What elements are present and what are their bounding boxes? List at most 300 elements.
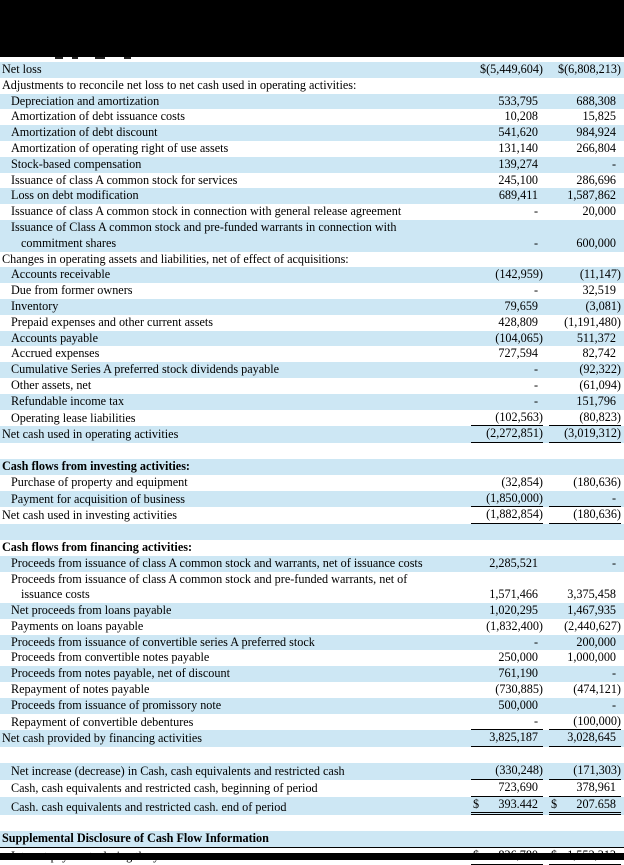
table-row: [0, 650, 624, 666]
value-column-1: [471, 587, 543, 603]
row-label: [0, 508, 471, 524]
value-column-2: [549, 763, 621, 780]
row-label: [0, 682, 471, 698]
row-label: [0, 556, 471, 572]
value-column-1: [471, 378, 543, 394]
amount-column-2: 286,696: [576, 172, 616, 187]
table-row: [0, 459, 624, 475]
row-label-text: Net cash used in operating activities: [2, 427, 179, 442]
value-column-1: [471, 204, 543, 220]
row-label: [0, 747, 471, 763]
amount-column-1: (730,885): [495, 682, 543, 697]
table-row: [0, 540, 624, 556]
redacted-header-band: [0, 0, 624, 57]
value-column-1: [471, 299, 543, 315]
value-column-1: [471, 556, 543, 572]
value-column-1: [471, 475, 543, 491]
amount-column-2: 82,742: [582, 346, 616, 361]
table-row: [0, 666, 624, 682]
row-label-text: Changes in operating assets and liabilities, net of effect of acquisitions:: [2, 251, 349, 266]
amount-column-1: (1,882,854): [486, 507, 543, 522]
value-column-2: [549, 619, 621, 635]
row-label-text: Proceeds from issuance of class A common stock and warrants, net of issuance costs: [11, 555, 423, 570]
row-label: [0, 299, 471, 315]
table-row: [0, 619, 624, 635]
amount-column-1: (32,854): [501, 474, 543, 489]
amount-column-1: -: [533, 362, 538, 377]
amount-column-1: 393.442: [498, 796, 538, 811]
value-column-1: [471, 362, 543, 378]
row-label: [0, 109, 471, 125]
row-label-text: Net increase (decrease) in Cash, cash equivalents and restricted cash: [11, 764, 345, 779]
amount-column-1: 500,000: [498, 697, 538, 712]
row-label-text: Proceeds from issuance of class A common stock and pre-funded warrants, net of: [11, 571, 408, 586]
amount-column-2: (3,081): [585, 298, 621, 313]
amount-column-2: 15,825: [582, 109, 616, 124]
amount-column-2: 151,796: [576, 393, 616, 408]
row-label: [0, 62, 471, 78]
amount-column-2: (474,121): [573, 682, 621, 697]
amount-column-2: -: [611, 156, 616, 171]
amount-column-1: 689,411: [498, 188, 538, 203]
row-label: [0, 524, 471, 540]
value-column-1: [471, 682, 543, 698]
value-column-1: [471, 714, 543, 731]
row-label: [0, 283, 471, 299]
table-row: [0, 572, 624, 604]
value-column-2: [549, 109, 621, 125]
amount-column-1: 250,000: [498, 650, 538, 665]
amount-column-1: 723,690: [498, 779, 538, 794]
amount-column-1: 139,274: [498, 156, 538, 171]
table-row: [0, 747, 624, 763]
dollar-sign: $: [473, 796, 480, 811]
row-label: [0, 831, 471, 847]
amount-column-1: (142,959): [495, 267, 543, 282]
value-column-2: [549, 125, 621, 141]
table-row: [0, 394, 624, 410]
amount-column-1: 79,659: [504, 298, 538, 313]
row-label-text: Operating lease liabilities: [11, 410, 136, 425]
value-column-2: [549, 315, 621, 331]
table-row: [0, 507, 624, 524]
row-label: [0, 427, 471, 443]
table-row: [0, 682, 624, 698]
row-label-text: Refundable income tax: [11, 393, 125, 408]
row-label-line2: issuance costs: [21, 587, 90, 602]
amount-column-1: (102,563): [495, 409, 543, 424]
row-label: [0, 411, 471, 427]
value-column-1: [471, 125, 543, 141]
table-row: [0, 157, 624, 173]
row-label: [0, 650, 471, 666]
row-label-text: [0, 524, 2, 538]
row-label: [0, 635, 471, 651]
table-row: [0, 204, 624, 220]
amount-column-2: -: [611, 697, 616, 712]
row-label: [0, 603, 471, 619]
row-label-text: Issuance of class A common stock for services: [11, 172, 238, 187]
table-row: [0, 62, 624, 78]
amount-column-1: 2,285,521: [489, 555, 538, 570]
row-label-text: Proceeds from issuance of promissory note: [11, 697, 222, 712]
value-column-2: [549, 188, 621, 204]
table-row: [0, 94, 624, 110]
row-label: [0, 781, 471, 797]
value-column-2: [549, 394, 621, 410]
row-label: [0, 475, 471, 491]
row-label-text: Proceeds from notes payable, net of discount: [11, 666, 230, 681]
value-column-2: [549, 410, 621, 427]
row-label-line2: commitment shares: [21, 235, 117, 250]
value-column-2: [549, 426, 621, 443]
value-column-1: [471, 62, 543, 78]
amount-column-2: (11,147): [579, 267, 621, 282]
value-column-1: [471, 797, 543, 816]
value-column-1: [471, 236, 543, 252]
value-column-1: [471, 315, 543, 331]
value-column-1: [471, 283, 543, 299]
amount-column-2: $(6,808,213): [558, 62, 621, 76]
table-row: [0, 603, 624, 619]
row-label-text: Prepaid expenses and other current assets: [11, 314, 214, 329]
amount-column-2: 3,375,458: [567, 587, 616, 602]
value-column-1: [471, 346, 543, 362]
value-column-2: [549, 682, 621, 698]
row-label-text: Proceeds from issuance of convertible series A preferred stock: [11, 634, 315, 649]
value-column-2: [549, 236, 621, 252]
row-label: [0, 540, 471, 556]
value-column-2: [549, 378, 621, 394]
table-row: [0, 635, 624, 651]
row-label: [0, 362, 471, 378]
row-label: [0, 78, 471, 94]
row-label: [0, 188, 471, 204]
value-column-2: [549, 362, 621, 378]
row-label: [0, 157, 471, 173]
amount-column-2: (2,440,627): [564, 618, 621, 633]
table-row: [0, 125, 624, 141]
row-label: [0, 94, 471, 110]
amount-column-1: -: [533, 634, 538, 649]
amount-column-2: 1,587,862: [567, 188, 616, 203]
amount-column-2: (1,191,480): [564, 314, 621, 329]
amount-column-1: -: [533, 393, 538, 408]
value-column-2: [549, 603, 621, 619]
amount-column-1: (104,065): [495, 330, 543, 345]
value-column-2: [549, 94, 621, 110]
value-column-2: [549, 491, 621, 508]
row-label: [0, 443, 471, 459]
value-column-1: [471, 619, 543, 635]
value-column-1: [471, 267, 543, 283]
row-label-text: Issuance of class A common stock in connection with general release agreement: [11, 204, 402, 219]
amount-column-1: -: [533, 235, 538, 250]
amount-column-1: (2,272,851): [486, 426, 543, 441]
row-label-text: Cash. cash equivalents and restricted cash. end of period: [11, 799, 287, 814]
value-column-1: [471, 780, 543, 797]
row-label-text: Issuance of Class A common stock and pre-funded warrants in connection with: [11, 219, 397, 234]
amount-column-2: (171,303): [573, 763, 621, 778]
value-column-1: [471, 666, 543, 682]
value-column-1: [471, 603, 543, 619]
row-label-text: Accrued expenses: [11, 346, 100, 361]
amount-column-1: 245,100: [498, 172, 538, 187]
row-label: [0, 378, 471, 394]
row-label-text: Due from former owners: [11, 283, 133, 298]
row-label: [0, 204, 471, 220]
amount-column-2: 688,308: [576, 93, 616, 108]
table-row: [0, 267, 624, 283]
row-label-text: Amortization of debt issuance costs: [11, 109, 185, 124]
value-column-1: [471, 507, 543, 524]
row-label-text: Cash flows from investing activities:: [2, 458, 190, 473]
value-column-2: [549, 157, 621, 173]
table-row: [0, 173, 624, 189]
value-column-1: [471, 763, 543, 780]
value-column-1: [471, 635, 543, 651]
table-row: [0, 78, 624, 94]
clipped-text-remnant: [55, 57, 63, 59]
value-column-2: [549, 283, 621, 299]
clipped-text-remnant: [124, 57, 131, 59]
table-row: [0, 763, 624, 780]
amount-column-2: -: [611, 555, 616, 570]
value-column-1: [471, 141, 543, 157]
row-label-text: Accounts receivable: [11, 267, 111, 282]
row-label-text: Repayment of convertible debentures: [11, 714, 194, 729]
value-column-2: [549, 173, 621, 189]
row-label-text: Proceeds from convertible notes payable: [11, 650, 210, 665]
value-column-2: [549, 346, 621, 362]
row-label-text: Loss on debt modification: [11, 188, 139, 203]
amount-column-2: 984,924: [576, 125, 616, 140]
amount-column-2: -: [611, 666, 616, 681]
amount-column-2: (180,636): [573, 474, 621, 489]
value-column-1: [471, 698, 543, 714]
row-label-text: Cash, cash equivalents and restricted cash, beginning of period: [11, 780, 318, 795]
value-column-2: [549, 650, 621, 666]
table-row: [0, 780, 624, 797]
value-column-2: [549, 780, 621, 797]
row-label: [0, 459, 471, 475]
row-label-text: Amortization of debt discount: [11, 125, 158, 140]
amount-column-1: -: [533, 713, 538, 728]
table-row: [0, 331, 624, 347]
row-label-text: Amortization of operating right of use assets: [11, 140, 229, 155]
value-column-2: [549, 698, 621, 714]
amount-column-1: 131,140: [498, 140, 538, 155]
amount-column-1: -: [533, 204, 538, 219]
value-column-2: [549, 141, 621, 157]
amount-column-2: (3,019,312): [564, 426, 621, 441]
row-label: [0, 220, 471, 252]
amount-column-1: 1,020,295: [489, 603, 538, 618]
table-row: [0, 491, 624, 508]
row-label-text: [0, 815, 2, 829]
value-column-2: [549, 797, 621, 816]
table-row: [0, 475, 624, 491]
value-column-1: [471, 730, 543, 747]
row-label: [0, 394, 471, 410]
row-label-text: Inventory: [11, 298, 59, 313]
table-row: [0, 524, 624, 540]
row-label: [0, 141, 471, 157]
amount-column-2: (180,636): [573, 507, 621, 522]
value-column-1: [471, 157, 543, 173]
amount-column-1: 1,571,466: [489, 587, 538, 602]
row-label-text: Net cash provided by financing activities: [2, 731, 203, 746]
value-column-2: [549, 299, 621, 315]
row-label: [0, 331, 471, 347]
row-label: [0, 715, 471, 731]
clipped-text-remnant: [72, 57, 78, 59]
amount-column-2: 378,961: [576, 779, 616, 794]
statement-table: [0, 62, 624, 865]
row-label: [0, 346, 471, 362]
amount-column-2: 1,000,000: [567, 650, 616, 665]
value-column-2: [549, 666, 621, 682]
table-row: [0, 797, 624, 816]
value-column-1: [471, 331, 543, 347]
value-column-1: [471, 188, 543, 204]
value-column-1: [471, 650, 543, 666]
amount-column-1: -: [533, 283, 538, 298]
table-row: [0, 698, 624, 714]
value-column-1: [471, 394, 543, 410]
value-column-2: [549, 204, 621, 220]
row-label-text: Net proceeds from loans payable: [11, 603, 172, 618]
table-row: [0, 188, 624, 204]
row-label-text: Purchase of property and equipment: [11, 474, 188, 489]
row-label: [0, 492, 471, 508]
amount-column-2: 600,000: [576, 235, 616, 250]
amount-column-1: (1,832,400): [486, 618, 543, 633]
amount-column-2: (100,000): [573, 713, 621, 728]
table-row: [0, 109, 624, 125]
row-label: [0, 125, 471, 141]
amount-column-2: 1,467,935: [567, 603, 616, 618]
amount-column-1: 541,620: [498, 125, 538, 140]
row-label: [0, 619, 471, 635]
table-row: [0, 252, 624, 268]
table-row: [0, 315, 624, 331]
row-label-text: Depreciation and amortization: [11, 93, 160, 108]
amount-column-1: $(5,449,604): [480, 62, 543, 76]
table-row: [0, 283, 624, 299]
amount-column-2: 207.658: [576, 796, 616, 811]
value-column-1: [471, 109, 543, 125]
amount-column-1: 761,190: [498, 666, 538, 681]
value-column-2: [549, 556, 621, 572]
table-row: [0, 714, 624, 731]
row-label-text: [0, 747, 2, 761]
value-column-2: [549, 635, 621, 651]
value-column-1: [471, 94, 543, 110]
row-label-text: Stock-based compensation: [11, 156, 142, 171]
row-label-text: Payment for acquisition of business: [11, 491, 185, 506]
amount-column-1: 727,594: [498, 346, 538, 361]
value-column-2: [549, 62, 621, 78]
amount-column-2: 3,028,645: [567, 730, 616, 745]
value-column-2: [549, 331, 621, 347]
row-label: [0, 173, 471, 189]
amount-column-2: 32,519: [582, 283, 616, 298]
value-column-2: [549, 507, 621, 524]
table-row: [0, 346, 624, 362]
row-label: [0, 252, 471, 268]
value-column-2: [549, 475, 621, 491]
amount-column-1: 428,809: [498, 314, 538, 329]
value-column-2: [549, 587, 621, 603]
row-label-text: Repayment of notes payable: [11, 682, 150, 697]
value-column-2: [549, 730, 621, 747]
table-row: [0, 378, 624, 394]
value-column-2: [549, 267, 621, 283]
row-label-text: Accounts payable: [11, 330, 98, 345]
row-label-text: Cumulative Series A preferred stock dividends payable: [11, 362, 280, 377]
row-label-text: [0, 443, 2, 457]
row-label-text: Net loss: [2, 62, 42, 76]
value-column-1: [471, 426, 543, 443]
amount-column-1: 533,795: [498, 93, 538, 108]
row-label: [0, 572, 471, 604]
amount-column-2: 20,000: [582, 204, 616, 219]
table-row: [0, 141, 624, 157]
bottom-border-bar: [0, 853, 624, 860]
table-row: [0, 220, 624, 252]
value-column-1: [471, 491, 543, 508]
amount-column-2: (80,823): [579, 409, 621, 424]
row-label: [0, 815, 471, 831]
row-label: [0, 267, 471, 283]
table-row: [0, 815, 624, 831]
amount-column-2: 266,804: [576, 140, 616, 155]
amount-column-1: 3,825,187: [489, 730, 538, 745]
value-column-2: [549, 714, 621, 731]
row-label: [0, 731, 471, 747]
amount-column-1: (330,248): [495, 763, 543, 778]
table-row: [0, 299, 624, 315]
row-label: [0, 666, 471, 682]
row-label-text: Payments on loans payable: [11, 618, 144, 633]
table-row: [0, 556, 624, 572]
row-label: [0, 315, 471, 331]
row-label: [0, 800, 471, 816]
row-label-text: Net cash used in investing activities: [2, 508, 177, 523]
row-label-text: Adjustments to reconcile net loss to net cash used in operating activities:: [2, 77, 357, 92]
amount-column-2: 511,372: [576, 330, 616, 345]
amount-column-1: -: [533, 377, 538, 392]
table-row: [0, 443, 624, 459]
row-label-text: Supplemental Disclosure of Cash Flow Information: [2, 831, 269, 846]
row-label: [0, 698, 471, 714]
table-row: [0, 831, 624, 848]
row-label: [0, 764, 471, 780]
value-column-1: [471, 410, 543, 427]
amount-column-2: -: [611, 490, 616, 505]
table-row: [0, 362, 624, 378]
amount-column-1: (1,850,000): [486, 490, 543, 505]
amount-column-2: 200,000: [576, 634, 616, 649]
dollar-sign: $: [551, 796, 558, 811]
amount-column-2: (92,322): [579, 362, 621, 377]
table-row: [0, 426, 624, 443]
amount-column-2: (61,094): [579, 377, 621, 392]
row-label-text: Cash flows from financing activities:: [2, 539, 193, 554]
table-row: [0, 730, 624, 747]
table-row: [0, 410, 624, 427]
